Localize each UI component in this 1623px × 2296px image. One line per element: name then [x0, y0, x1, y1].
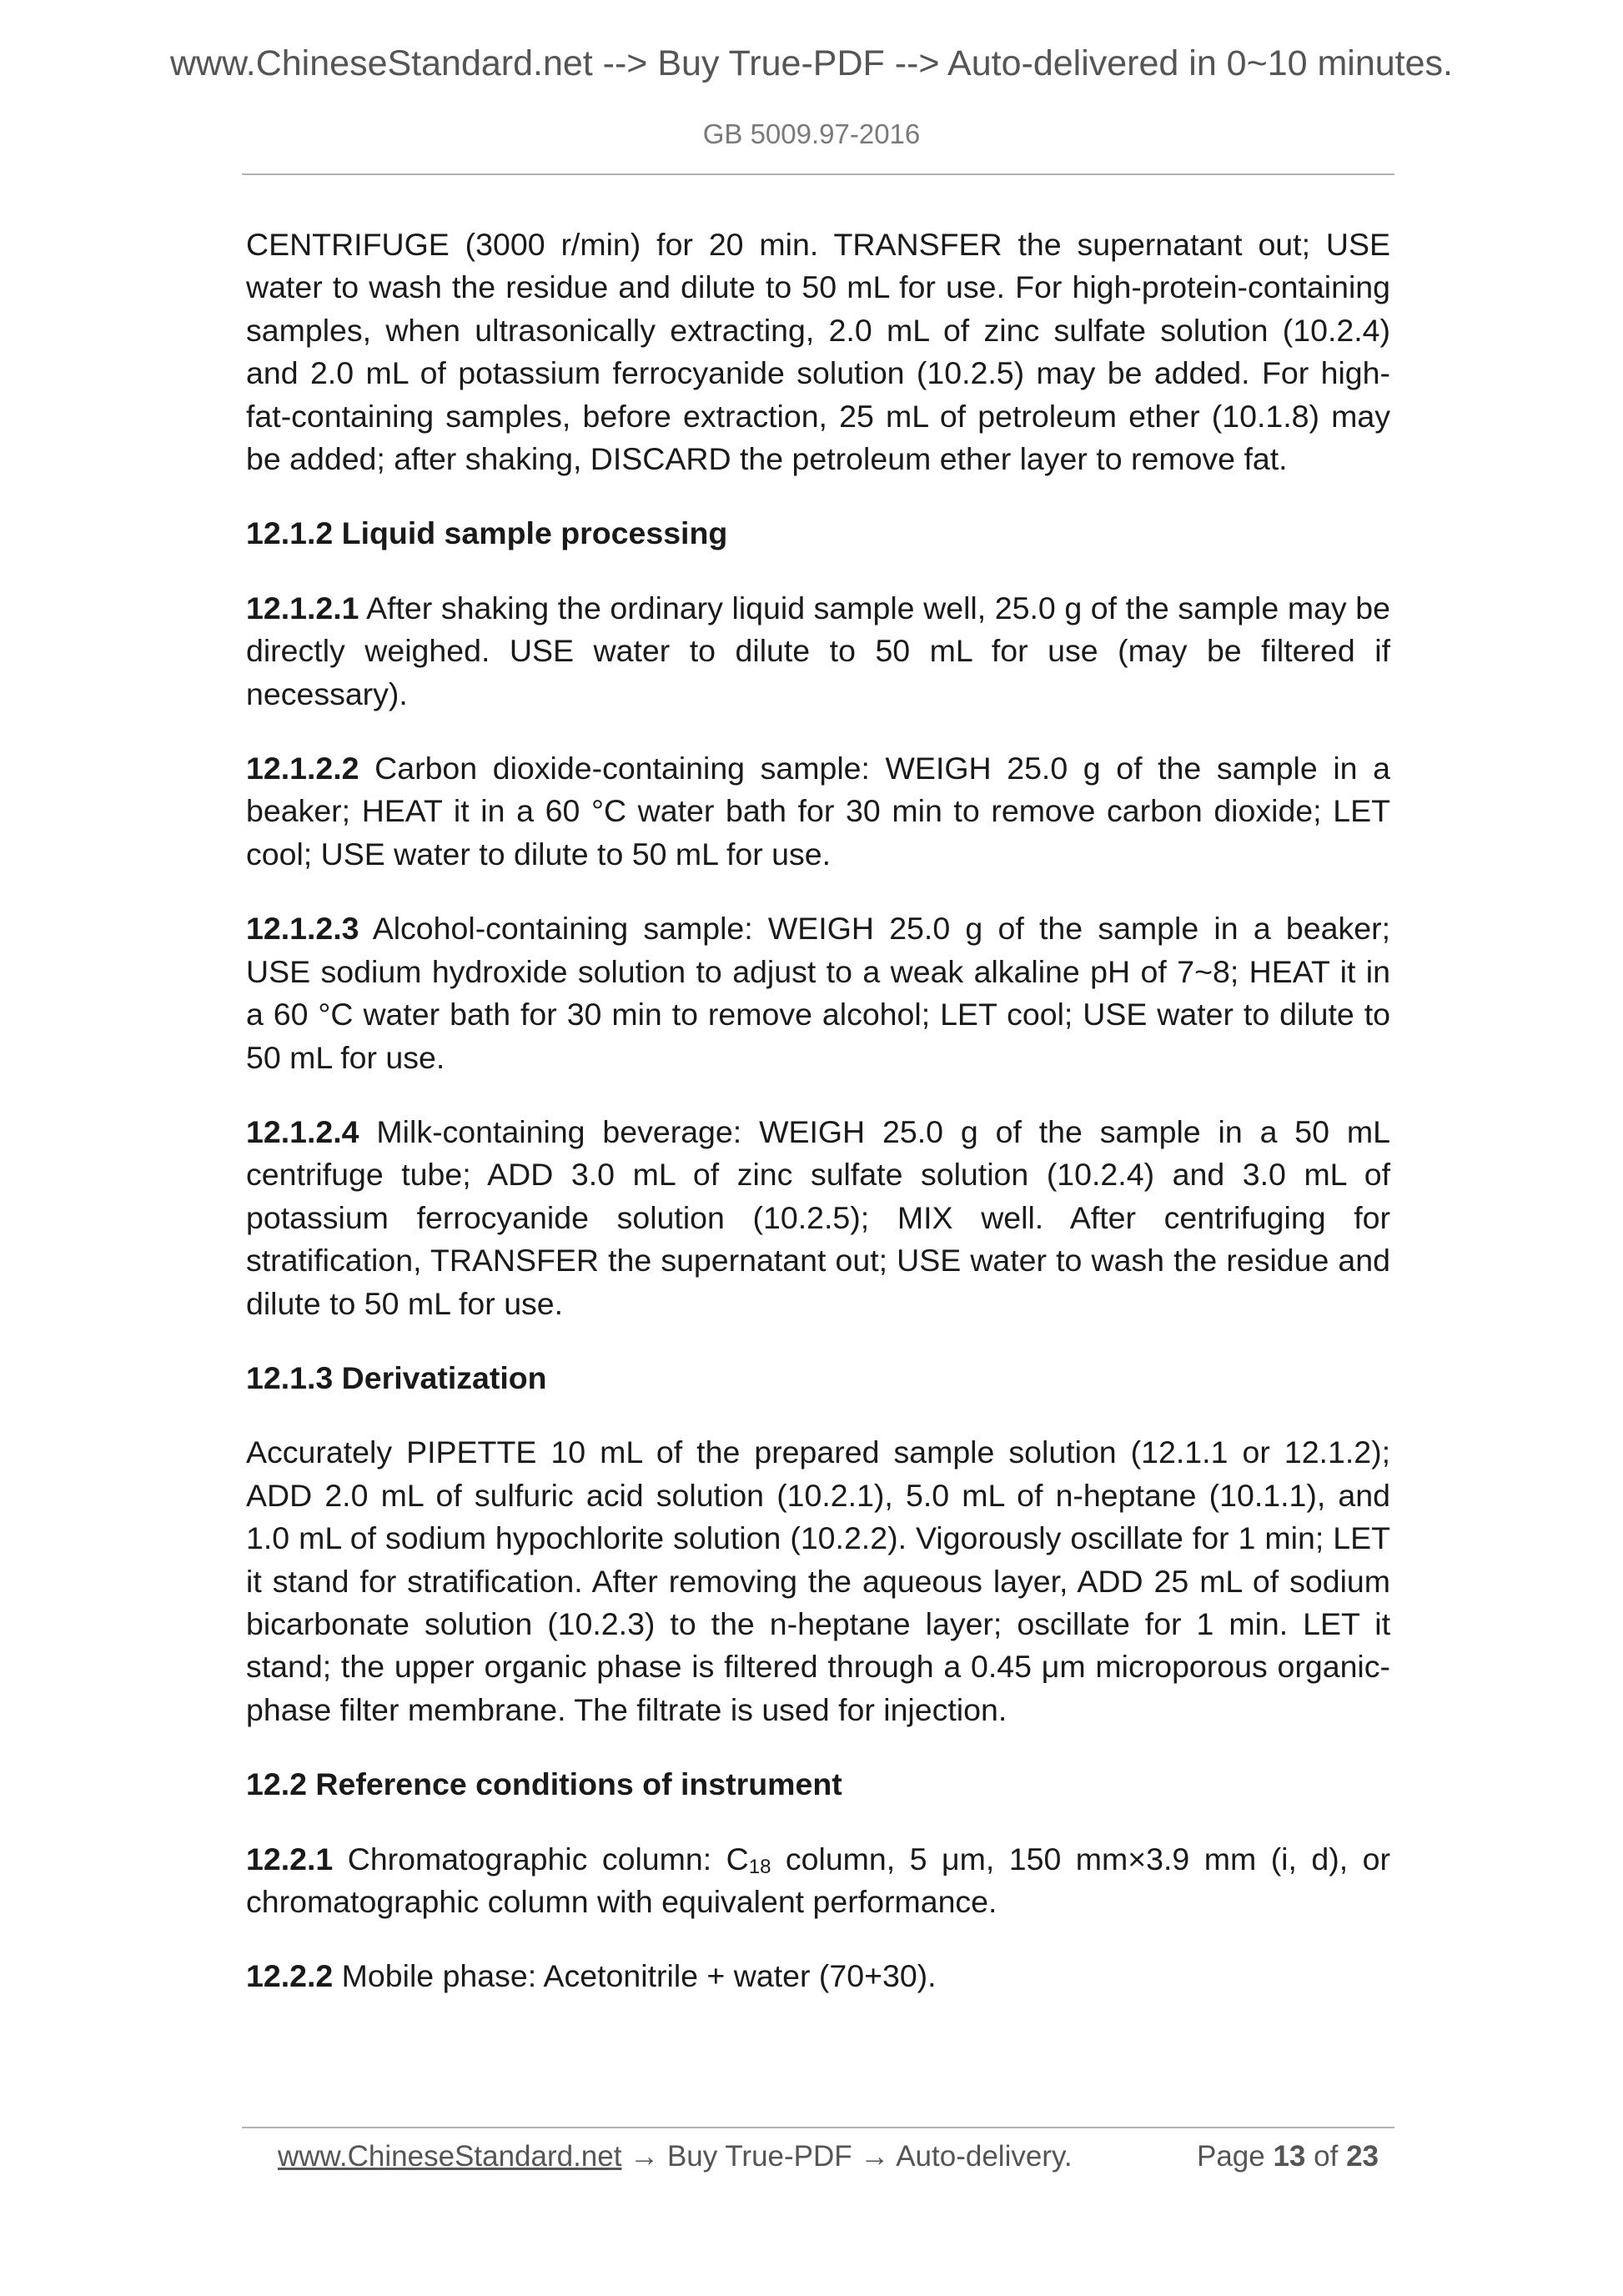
subscript-18: 18	[748, 1855, 771, 1878]
arrow-right-icon: →	[630, 2140, 660, 2173]
top-banner[interactable]: www.ChineseStandard.net --> Buy True-PDF --> Auto-delivered in 0~10 minutes.	[169, 43, 1453, 83]
page-total: 23	[1346, 2140, 1379, 2173]
clause-number: 12.2.1	[246, 1841, 334, 1876]
clause-text: Milk-containing beverage: WEIGH 25.0 g of the sample in a 50 mL centrifuge tube; ADD 3.0 mL of zinc sulfate solution (10.2.4) and 3.0 mL of potassium ferrocyanide solution (10.2.5); MIX well. After centrifuging for stratification, TRANSFER the supernatant out; USE water to wash the residue and dilute to 50 mL for use.	[246, 1113, 1390, 1321]
clause-text: After shaking the ordinary liquid sample well, 25.0 g of the sample may be directly weighed. USE water to dilute to 50 mL for use (may be filtered if necessary).	[246, 590, 1390, 711]
page-label: Page	[1196, 2140, 1265, 2173]
header-divider	[242, 173, 1394, 175]
heading-12-2: 12.2 Reference conditions of instrument	[246, 1766, 842, 1802]
clause-12-1-2-2	[246, 747, 1390, 876]
document-body	[246, 224, 1390, 2030]
arrow-right-icon: →	[860, 2140, 890, 2173]
paragraph-derivatization: Accurately PIPETTE 10 mL of the prepared sample solution (12.1.1 or 12.1.2); ADD 2.0 mL of sulfuric acid solution (10.2.1), 5.0 mL of n-heptane (10.1.1), and 1.0 mL of sodium hypochlorite solution (10.2.2). Vigorously oscillate for 1 min; LET it stand for stratification. After removing the aqueous layer, ADD 25 mL of sodium bicarbonate solution (10.2.3) to the n-heptane layer; oscillate for 1 min. LET it stand; the upper organic phase is filtered through a 0.45 μm microporous organic-phase filter membrane. The filtrate is used for injection.	[246, 1434, 1390, 1727]
footer-link[interactable]: www.ChineseStandard.net	[278, 2140, 622, 2173]
clause-number: 12.2.2	[246, 1958, 334, 1994]
clause-text-cont: column, 5 μm, 150 mm×3.9 mm (i, d), or chromatographic column with equivalent performance.	[246, 1841, 1390, 1919]
paragraph-centrifuge: CENTRIFUGE (3000 r/min) for 20 min. TRANSFER the supernatant out; USE water to wash the residue and dilute to 50 mL for use. For high-protein-containing samples, when ultrasonically extracting, 2.0 mL of zinc sulfate solution (10.2.4) and 2.0 mL of potassium ferrocyanide solution (10.2.5) may be added. For high-fat-containing samples, before extraction, 25 mL of petroleum ether (10.1.8) may be added; after shaking, DISCARD the petroleum ether layer to remove fat.	[246, 227, 1390, 477]
clause-number: 12.1.2.3	[246, 911, 359, 947]
page-of: of	[1314, 2140, 1339, 2173]
page-footer	[278, 2140, 1379, 2173]
clause-text: Carbon dioxide-containing sample: WEIGH 25.0 g of the sample in a beaker; HEAT it in a 60 °C water bath for 30 min to remove carbon dioxide; LET cool; USE water to dilute to 50 mL for use.	[246, 751, 1390, 872]
footer-delivery-text: Auto-delivery.	[896, 2140, 1073, 2173]
clause-text: Chromatographic column: C	[333, 1841, 749, 1876]
clause-12-2-1	[246, 1838, 1390, 1924]
footer-buy-text: Buy True-PDF	[666, 2140, 852, 2173]
standard-code: GB 5009.97-2016	[702, 118, 921, 149]
page-current: 13	[1273, 2140, 1306, 2173]
heading-12-1-3: 12.1.3 Derivatization	[246, 1359, 547, 1395]
clause-text: Mobile phase: Acetonitrile + water (70+30).	[333, 1958, 937, 1994]
page-indicator	[1197, 2140, 1379, 2173]
clause-12-2-2	[246, 1955, 1390, 1997]
heading-12-1-2: 12.1.2 Liquid sample processing	[246, 515, 728, 551]
clause-12-1-2-4	[246, 1111, 1390, 1325]
clause-text: Alcohol-containing sample: WEIGH 25.0 g of the sample in a beaker; USE sodium hydroxide solution to adjust to a weak alkaline pH of 7~8; HEAT it in a 60 °C water bath for 30 min to remove alcohol; LET cool; USE water to dilute to 50 mL for use.	[246, 911, 1390, 1075]
clause-12-1-2-3	[246, 907, 1390, 1079]
clause-number: 12.1.2.2	[246, 751, 359, 786]
clause-number: 12.1.2.1	[246, 590, 359, 625]
footer-divider	[242, 2127, 1394, 2128]
clause-12-1-2-1	[246, 587, 1390, 716]
clause-number: 12.1.2.4	[246, 1113, 359, 1149]
